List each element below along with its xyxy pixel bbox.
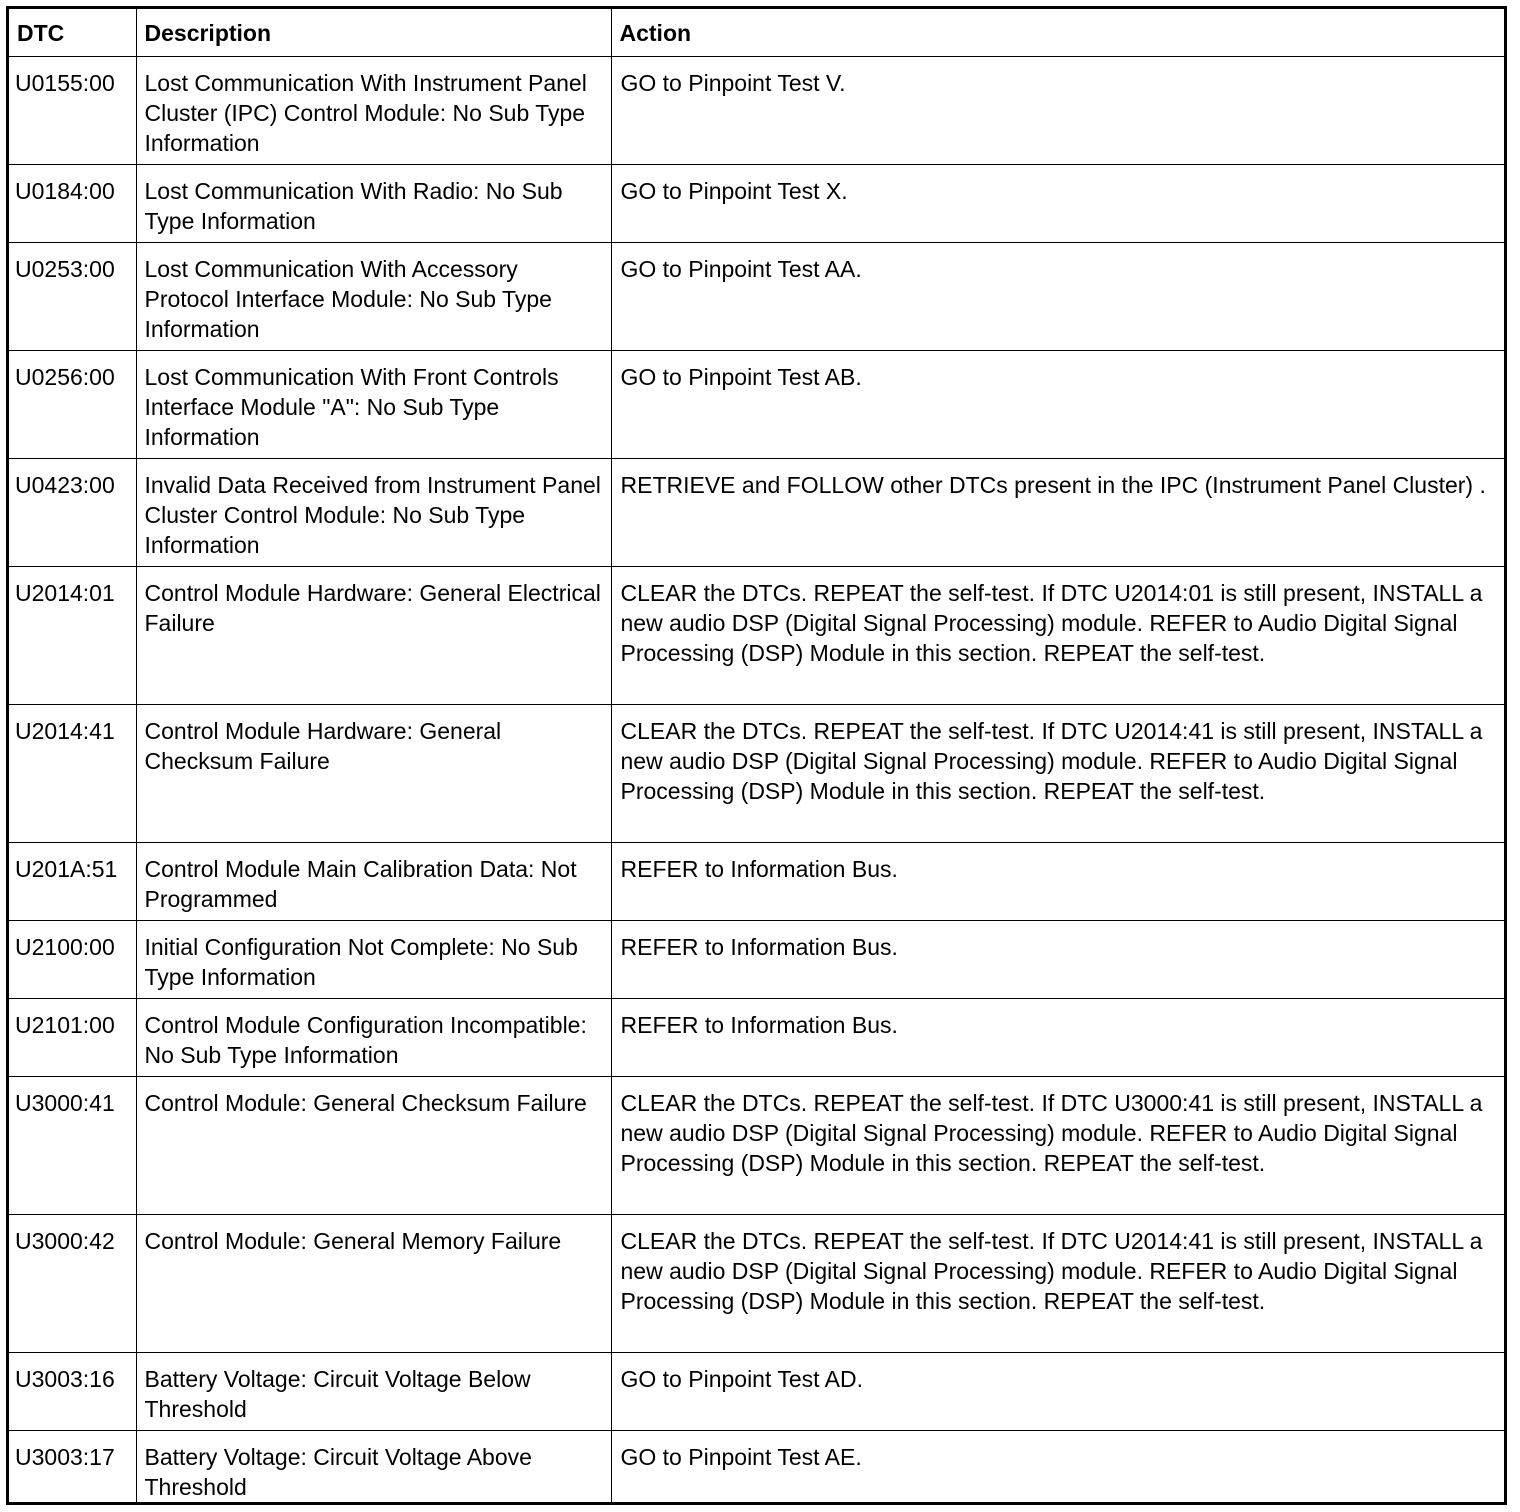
cell-dtc: U201A:51 — [9, 842, 136, 920]
cell-action: GO to Pinpoint Test V. — [611, 56, 1504, 164]
table-row — [9, 1214, 1504, 1352]
cell-description: Control Module Hardware: General Checksum Failure — [136, 704, 611, 842]
cell-dtc: U2014:41 — [9, 704, 136, 842]
table-row — [9, 458, 1504, 566]
cell-dtc: U0423:00 — [9, 458, 136, 566]
table-row — [9, 920, 1504, 998]
header-dtc: DTC — [9, 9, 136, 56]
header-description: Description — [136, 9, 611, 56]
cell-dtc: U2014:01 — [9, 566, 136, 704]
cell-description: Lost Communication With Accessory Protocol Interface Module: No Sub Type Information — [136, 242, 611, 350]
cell-description: Battery Voltage: Circuit Voltage Below Threshold — [136, 1352, 611, 1430]
cell-action: RETRIEVE and FOLLOW other DTCs present in the IPC (Instrument Panel Cluster) . — [611, 458, 1504, 566]
cell-action: GO to Pinpoint Test AB. — [611, 350, 1504, 458]
cell-description: Initial Configuration Not Complete: No Sub Type Information — [136, 920, 611, 998]
cell-description: Lost Communication With Front Controls Interface Module "A": No Sub Type Information — [136, 350, 611, 458]
table-row — [9, 350, 1504, 458]
cell-dtc: U0256:00 — [9, 350, 136, 458]
cell-action: REFER to Information Bus. — [611, 920, 1504, 998]
cell-action: GO to Pinpoint Test AE. — [611, 1430, 1504, 1505]
cell-description: Lost Communication With Radio: No Sub Type Information — [136, 164, 611, 242]
cell-action: CLEAR the DTCs. REPEAT the self-test. If DTC U3000:41 is still present, INSTALL a new audio DSP (Digital Signal Processing) module. REFER to Audio Digital Signal Processing (DSP) Module in this section. REPEAT the self-test. — [611, 1076, 1504, 1214]
cell-description: Control Module: General Checksum Failure — [136, 1076, 611, 1214]
cell-description: Control Module Main Calibration Data: Not Programmed — [136, 842, 611, 920]
cell-dtc: U3000:42 — [9, 1214, 136, 1352]
table-row — [9, 1352, 1504, 1430]
cell-description: Lost Communication With Instrument Panel Cluster (IPC) Control Module: No Sub Type Information — [136, 56, 611, 164]
cell-action: GO to Pinpoint Test AD. — [611, 1352, 1504, 1430]
dtc-table — [9, 9, 1504, 1505]
table-row — [9, 842, 1504, 920]
cell-description: Control Module Hardware: General Electrical Failure — [136, 566, 611, 704]
cell-dtc: U3000:41 — [9, 1076, 136, 1214]
table-row — [9, 164, 1504, 242]
cell-dtc: U2101:00 — [9, 998, 136, 1076]
cell-dtc: U0184:00 — [9, 164, 136, 242]
cell-dtc: U2100:00 — [9, 920, 136, 998]
cell-description: Control Module Configuration Incompatible: No Sub Type Information — [136, 998, 611, 1076]
table-row — [9, 566, 1504, 704]
table-body — [9, 56, 1504, 1505]
cell-dtc: U3003:17 — [9, 1430, 136, 1505]
cell-action: GO to Pinpoint Test X. — [611, 164, 1504, 242]
table-row — [9, 998, 1504, 1076]
cell-dtc: U0155:00 — [9, 56, 136, 164]
cell-description: Battery Voltage: Circuit Voltage Above Threshold — [136, 1430, 611, 1505]
table-row — [9, 56, 1504, 164]
dtc-table-frame — [6, 6, 1507, 1505]
cell-action: REFER to Information Bus. — [611, 842, 1504, 920]
cell-dtc: U0253:00 — [9, 242, 136, 350]
cell-description: Control Module: General Memory Failure — [136, 1214, 611, 1352]
cell-action: REFER to Information Bus. — [611, 998, 1504, 1076]
cell-dtc: U3003:16 — [9, 1352, 136, 1430]
table-row — [9, 1430, 1504, 1505]
cell-description: Invalid Data Received from Instrument Panel Cluster Control Module: No Sub Type Information — [136, 458, 611, 566]
table-header-row — [9, 9, 1504, 56]
cell-action: CLEAR the DTCs. REPEAT the self-test. If DTC U2014:01 is still present, INSTALL a new audio DSP (Digital Signal Processing) module. REFER to Audio Digital Signal Processing (DSP) Module in this section. REPEAT the self-test. — [611, 566, 1504, 704]
cell-action: CLEAR the DTCs. REPEAT the self-test. If DTC U2014:41 is still present, INSTALL a new audio DSP (Digital Signal Processing) module. REFER to Audio Digital Signal Processing (DSP) Module in this section. REPEAT the self-test. — [611, 704, 1504, 842]
table-row — [9, 1076, 1504, 1214]
header-action: Action — [611, 9, 1504, 56]
table-row — [9, 704, 1504, 842]
cell-action: CLEAR the DTCs. REPEAT the self-test. If DTC U2014:41 is still present, INSTALL a new audio DSP (Digital Signal Processing) module. REFER to Audio Digital Signal Processing (DSP) Module in this section. REPEAT the self-test. — [611, 1214, 1504, 1352]
table-row — [9, 242, 1504, 350]
cell-action: GO to Pinpoint Test AA. — [611, 242, 1504, 350]
